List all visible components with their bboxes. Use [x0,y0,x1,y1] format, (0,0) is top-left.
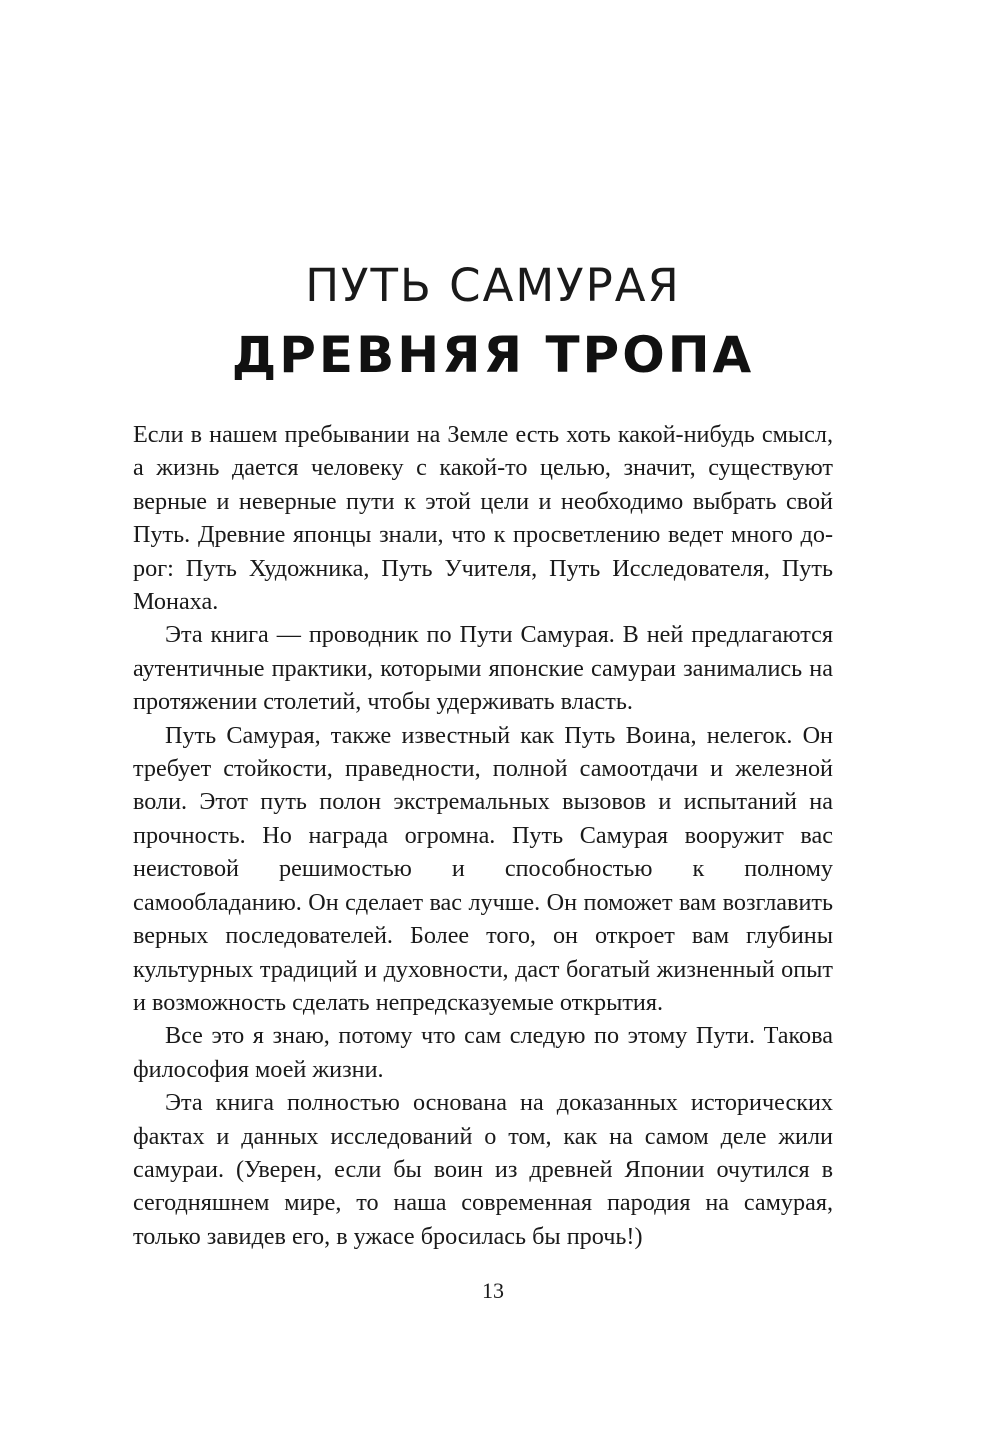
chapter-subtitle: ПУТЬ САМУРАЯ [305,259,681,312]
page-number: 13 [482,1278,504,1303]
paragraph: Эта книга полностью основана на доказанных исторических фактах и данных исследований о том, как на самом деле жили самураи. (Уверен, если бы воин из древней Японии очутился в сегодняшнем мире, то наша современная пародия на самурая, только завидев его, в ужасе бросилась бы прочь!) [133,1089,833,1250]
paragraph: Если в нашем пребывании на Земле есть хоть какой-нибудь смысл, а жизнь дается человеку с какой-то целью, значит, существуют верные и неверные пути к этой цели и необходимо выбрать свой Путь. Древние японцы знали, что к просветлению ведет много дорог: Путь Художника, Путь Учителя, Путь Исследователя, Путь Монаха. [133,421,833,616]
paragraph: Эта книга — проводник по Пути Самурая. В ней предлагаются аутентичные практики, которыми японские самураи занимались на протяжении столетий, чтобы удерживать власть. [133,621,833,716]
chapter-heading [0,258,986,388]
chapter-body [133,418,833,1253]
chapter-title: ДРЕВНЯЯ ТРОПА [231,326,755,384]
paragraph: Все это я знаю, потому что сам следую по этому Пути. Такова философия моей жизни. [133,1022,833,1083]
paragraph: Путь Самурая, также известный как Путь Воина, нелегок. Он требует стойкости, праведности, полной самоотдачи и железной воли. Этот путь полон экстремальных вызовов и испытаний на прочность. Но награда огромна. Путь Самурая вооружит вас неистовой решимостью и способностью к полному самообладанию. Он сделает вас лучше. Он поможет вам возглавить верных последователей. Более того, он откроет вам глубины культурных традиций и духовности, даст богатый жизненный опыт и возможность сделать непредсказуемые открытия. [133,721,833,1016]
